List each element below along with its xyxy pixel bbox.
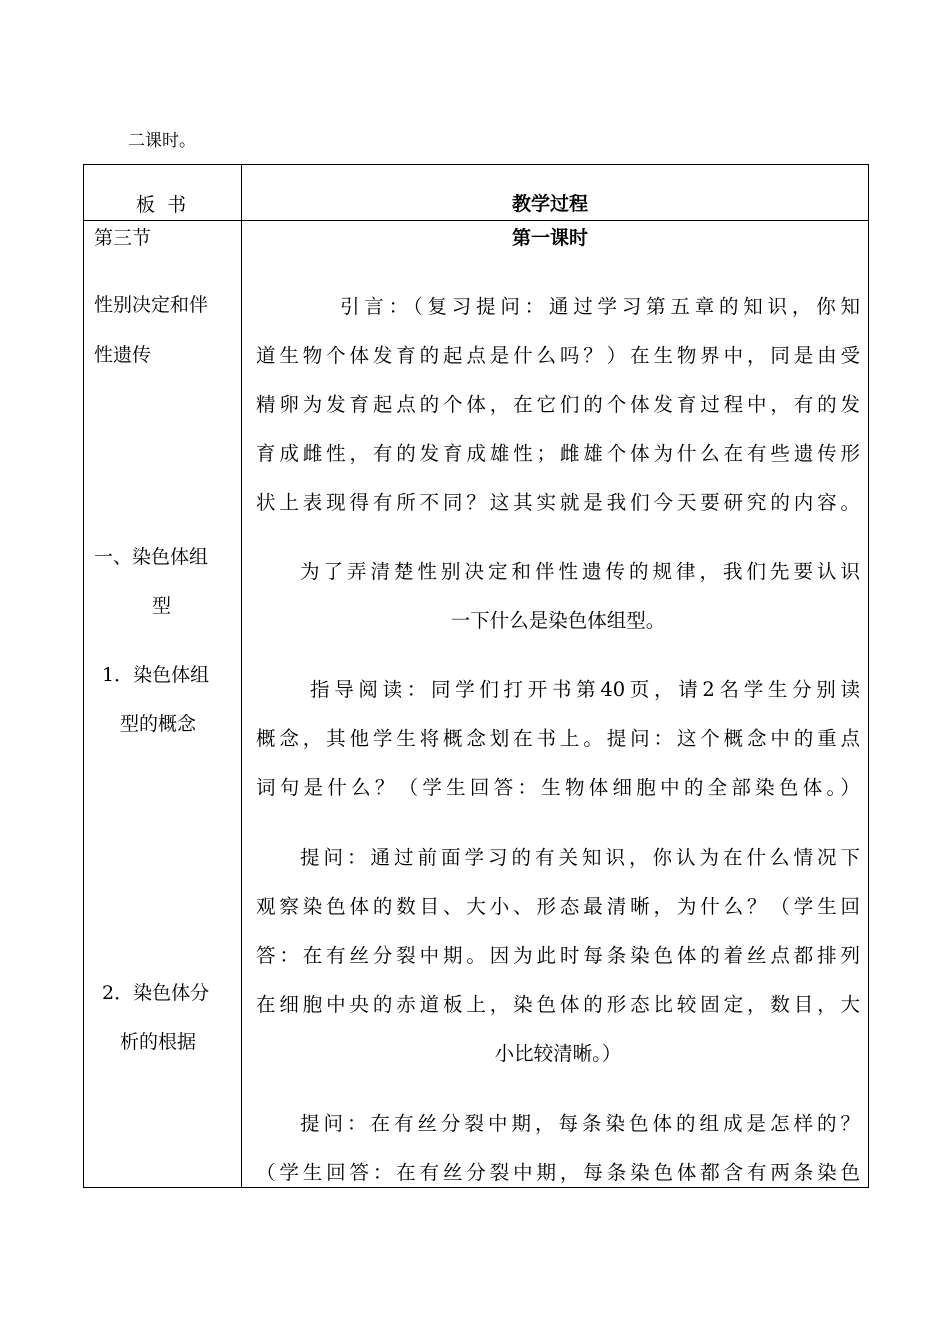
paragraph-line: 引言：（复习提问：通过学习第五章的知识，你知 [340,295,860,318]
heading-2-line1: 1．染色体组 [102,664,210,686]
lesson-table [83,164,869,1188]
paragraph-line: （学生回答：在有丝分裂中期，每条染色体都含有两条染色 [256,1161,860,1184]
section-label: 第三节 [94,227,152,249]
paragraph-line: 一下什么是染色体组型。 [450,609,666,632]
paragraph-line: 育成雌性，有的发育成雄性；雌雄个体为什么在有些遗传形 [256,442,860,465]
paragraph-line: 状上表现得有所不同？这其实就是我们今天要研究的内容。 [256,491,860,514]
header-process: 教学过程 [512,193,589,215]
lesson-title: 第一课时 [512,227,589,249]
section-title-line2: 性遗传 [94,344,152,366]
paragraph-line: 提问：在有丝分裂中期，每条染色体的组成是怎样的？ [300,1112,860,1135]
heading-1-line2: 型 [152,595,172,617]
paragraph-line: 道生物个体发育的起点是什么吗？）在生物界中，同是由受 [256,344,860,367]
paragraph-line: 词句是什么？（学生回答：生物体细胞中的全部染色体。） [256,776,860,799]
heading-2-line2: 型的概念 [120,713,197,735]
paragraph-line: 答：在有丝分裂中期。因为此时每条染色体的着丝点都排列 [256,944,860,967]
paragraph-line: 为了弄清楚性别决定和伴性遗传的规律，我们先要认识 [300,560,860,583]
column-divider [241,165,242,1187]
heading-1-line1: 一、染色体组 [94,546,209,568]
paragraph-line: 观察染色体的数目、大小、形态最清晰，为什么？（学生回 [256,895,860,918]
section-title-line1: 性别决定和伴 [94,294,209,316]
header-divider [84,220,868,221]
paragraph-line: 在细胞中央的赤道板上，染色体的形态比较固定，数目，大 [256,993,860,1016]
paragraph-line: 提问：通过前面学习的有关知识，你认为在什么情况下 [300,846,860,869]
paragraph-line: 精卵为发育起点的个体，在它们的个体发育过程中，有的发 [256,393,860,416]
heading-3-line2: 析的根据 [120,1031,197,1053]
intro-text: 二课时。 [128,131,196,151]
paragraph-line: 小比较清晰。） [494,1042,622,1065]
paragraph-line: 概念，其他学生将概念划在书上。提问：这个概念中的重点 [256,727,860,750]
heading-3-line1: 2．染色体分 [102,982,210,1004]
header-board: 板 书 [136,194,187,216]
paragraph-line: 指导阅读：同学们打开书第40页，请2名学生分别读 [310,678,860,701]
